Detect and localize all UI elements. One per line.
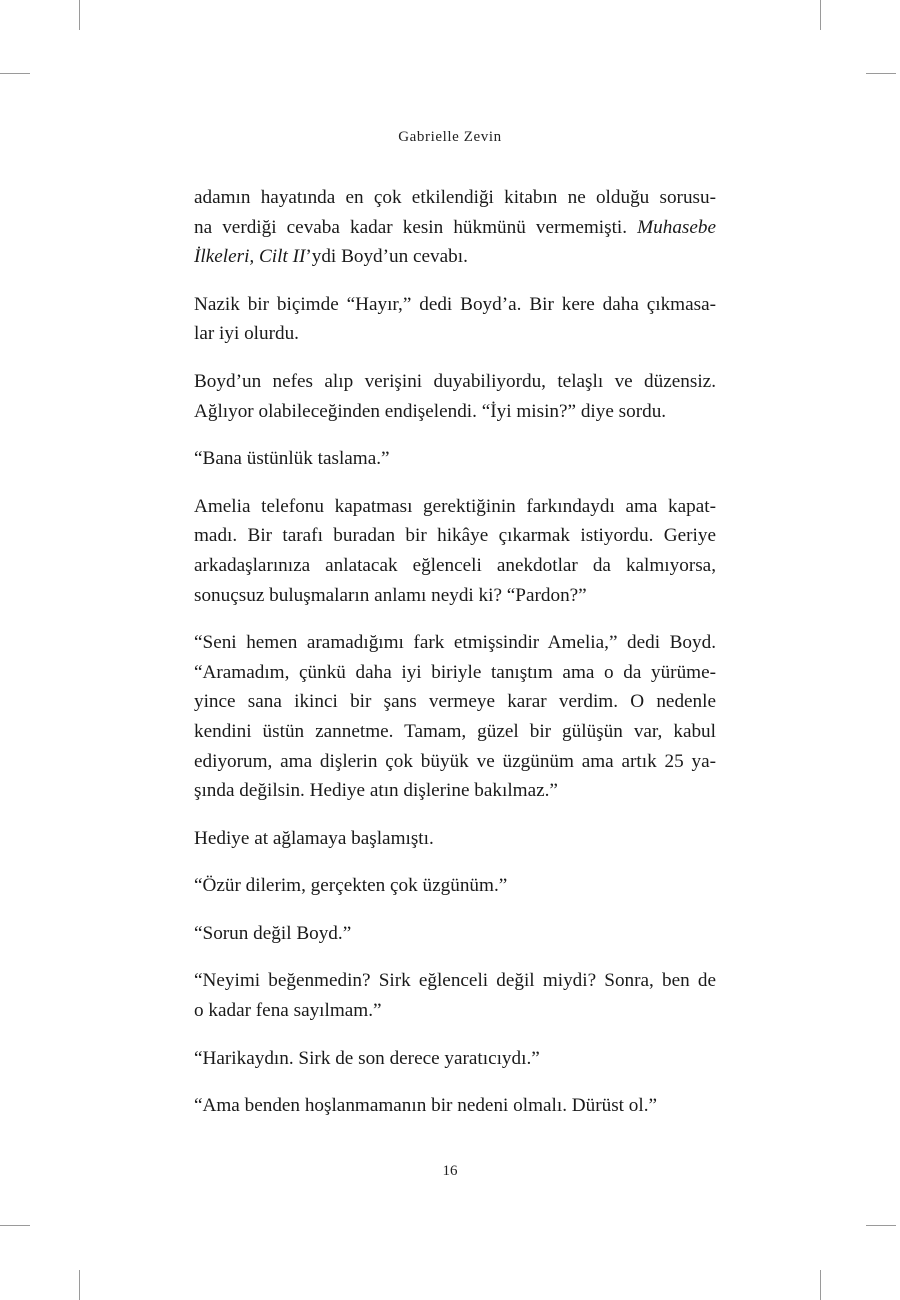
line-text: ediyorum, ama dişlerin çok büyük ve üzgünüm ama artık 25 ya- <box>194 750 716 772</box>
line-text: “Bana üstünlük taslama.” <box>194 448 390 470</box>
paragraph <box>194 492 716 610</box>
line-text: yince sana ikinci bir şans vermeye karar verdim. O nedenle <box>194 691 716 713</box>
line-text: “Özür dilerim, gerçekten çok üzgünüm.” <box>194 875 508 897</box>
line-text: Boyd’un nefes alıp verişini duyabiliyordu, telaşlı ve düzensiz. <box>194 370 716 392</box>
text-line <box>194 581 716 611</box>
text-line <box>194 776 716 806</box>
line-text: kendini üstün zannetme. Tamam, güzel bir gülüşün var, kabul <box>194 720 716 742</box>
line-text: lar iyi olurdu. <box>194 323 299 345</box>
page-number: 16 <box>442 1163 458 1179</box>
line-text: na verdiği cevaba kadar kesin hükmünü vermemişti. <box>194 216 628 238</box>
crop-mark-bottom-right <box>820 1270 821 1300</box>
line-text: Ağlıyor olabileceğinden endişelendi. “İyi misin?” diye sordu. <box>194 400 667 422</box>
line-text: sonuçsuz buluşmaların anlamı neydi ki? “Pardon?” <box>194 584 587 606</box>
crop-mark-left-top <box>0 73 30 74</box>
italic-title: Muhasebe <box>637 216 717 238</box>
text-line <box>194 213 716 243</box>
line-text: “Seni hemen aramadığımı fark etmişsindir Amelia,” dedi Boyd. <box>194 632 716 654</box>
text-line <box>194 367 716 397</box>
text-line <box>194 628 716 658</box>
line-text: o kadar fena sayılmam.” <box>194 1000 382 1022</box>
text-line <box>194 1091 716 1121</box>
paragraph <box>194 919 716 949</box>
text-line <box>194 658 716 688</box>
text-line <box>194 1044 716 1074</box>
paragraph <box>194 183 716 272</box>
paragraph <box>194 1044 716 1074</box>
italic-title: İlkeleri, Cilt II <box>194 246 306 268</box>
paragraph <box>194 1091 716 1121</box>
text-line <box>194 747 716 777</box>
running-head-author: Gabrielle Zevin <box>398 129 502 145</box>
text-line <box>194 183 716 213</box>
text-line <box>194 492 716 522</box>
paragraph <box>194 367 716 426</box>
paragraph <box>194 628 716 806</box>
text-line <box>194 290 716 320</box>
line-text: “Ama benden hoşlanmamanın bir nedeni olmalı. Dürüst ol.” <box>194 1095 658 1117</box>
crop-mark-right-bottom <box>866 1225 896 1226</box>
crop-mark-bottom-left <box>79 1270 80 1300</box>
text-line <box>194 521 716 551</box>
crop-mark-top-left <box>79 0 80 30</box>
text-line <box>194 551 716 581</box>
body-text <box>194 183 716 1139</box>
text-line <box>194 687 716 717</box>
text-line <box>194 919 716 949</box>
crop-mark-top-right <box>820 0 821 30</box>
line-text: Hediye at ağlamaya başlamıştı. <box>194 827 434 849</box>
paragraph <box>194 966 716 1025</box>
text-line <box>194 966 716 996</box>
line-text: madı. Bir tarafı buradan bir hikâye çıkarmak istiyordu. Geriye <box>194 525 716 547</box>
line-text: ’ydi Boyd’un cevabı. <box>305 246 468 268</box>
paragraph <box>194 444 716 474</box>
text-line <box>194 996 716 1026</box>
line-text: “Harikaydın. Sirk de son derece yaratıcıydı.” <box>194 1047 540 1069</box>
text-line <box>194 871 716 901</box>
paragraph <box>194 871 716 901</box>
text-line <box>194 319 716 349</box>
line-text: şında değilsin. Hediye atın dişlerine bakılmaz.” <box>194 780 558 802</box>
line-text: adamın hayatında en çok etkilendiği kitabın ne olduğu sorusu- <box>194 187 716 208</box>
crop-mark-left-bottom <box>0 1225 30 1226</box>
line-text: Nazik bir biçimde “Hayır,” dedi Boyd’a. Bir kere daha çıkmasa- <box>194 293 716 315</box>
line-text: arkadaşlarınıza anlatacak eğlenceli anekdotlar da kalmıyorsa, <box>194 554 716 576</box>
paragraph <box>194 290 716 349</box>
text-line <box>194 717 716 747</box>
line-text: “Sorun değil Boyd.” <box>194 922 352 944</box>
text-line <box>194 444 716 474</box>
paragraph <box>194 824 716 854</box>
text-line <box>194 824 716 854</box>
line-text: “Neyimi beğenmedin? Sirk eğlenceli değil miydi? Sonra, ben de <box>194 970 716 992</box>
crop-mark-right-top <box>866 73 896 74</box>
line-text: “Aramadım, çünkü daha iyi biriyle tanıştım ama o da yürüme- <box>194 661 716 683</box>
text-line <box>194 242 716 272</box>
line-text: Amelia telefonu kapatması gerektiğinin farkındaydı ama kapat- <box>194 495 716 517</box>
text-line <box>194 397 716 427</box>
